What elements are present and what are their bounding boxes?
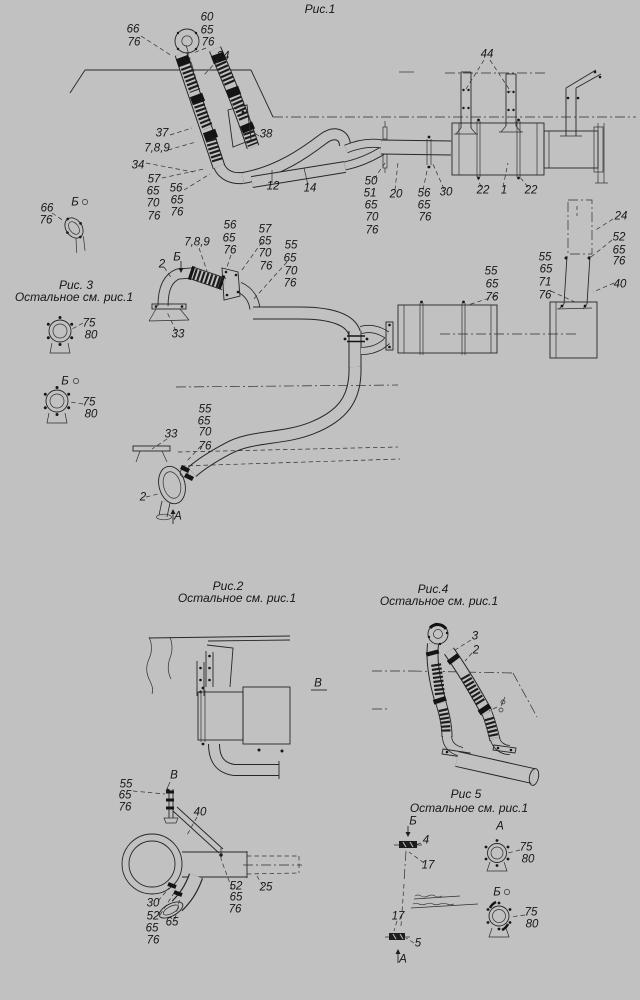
- part-callout: 76: [201, 36, 215, 49]
- part-callout: 4: [422, 834, 430, 847]
- part-callout: 65: [612, 244, 626, 257]
- fig3-views: [44, 196, 96, 423]
- part-callout: 80: [525, 918, 539, 931]
- part-callout: 76: [147, 210, 161, 223]
- part-callout: А: [399, 953, 407, 966]
- part-callout: 2: [158, 258, 166, 271]
- part-callout: 2: [139, 491, 147, 504]
- part-callout: 65: [229, 891, 243, 904]
- part-callout: 65: [283, 252, 297, 265]
- fig3-subtitle: Остальное см. рис.1: [14, 290, 134, 304]
- part-callout: 80: [84, 329, 98, 342]
- part-callout: А: [496, 820, 504, 833]
- part-callout: 30: [439, 186, 453, 199]
- part-callout: 76: [170, 206, 184, 219]
- part-callout: 7,8,9: [184, 236, 210, 249]
- part-callout: 14: [303, 182, 317, 195]
- part-callout: 65: [118, 789, 132, 802]
- fig2-subtitle: Остальное см. рис.1: [177, 591, 297, 605]
- part-callout: 17: [391, 910, 405, 923]
- part-callout: 65: [145, 922, 159, 935]
- part-callout: 65: [539, 263, 553, 276]
- part-callout: 76: [612, 255, 626, 268]
- part-callout: 65: [165, 916, 179, 929]
- part-callout: 76: [118, 801, 132, 814]
- part-callout: В: [314, 677, 322, 690]
- part-callout: 76: [228, 903, 242, 916]
- part-callout: 12: [266, 180, 280, 193]
- part-callout: 76: [485, 291, 499, 304]
- part-callout: 76: [418, 211, 432, 224]
- part-callout: 20: [389, 188, 403, 201]
- part-callout: 76: [223, 244, 237, 257]
- part-callout: 65: [146, 185, 160, 198]
- part-callout: 76: [39, 214, 53, 227]
- part-callout: Б: [71, 196, 79, 209]
- part-callout: 17: [421, 859, 435, 872]
- part-callout: А: [174, 510, 182, 523]
- part-callout: 30: [146, 897, 160, 910]
- part-callout: 22: [524, 184, 538, 197]
- part-callout: 75: [82, 396, 96, 409]
- part-callout: 65: [417, 199, 431, 212]
- part-callout: 55: [119, 778, 133, 791]
- part-callout: 80: [84, 408, 98, 421]
- part-callout: Б: [409, 815, 417, 828]
- part-callout: 65: [170, 194, 184, 207]
- part-callout: 76: [259, 260, 273, 273]
- part-callout: 76: [283, 277, 297, 290]
- part-callout: 71: [538, 276, 552, 289]
- fig5-views: [385, 826, 525, 963]
- part-callout: 22: [476, 184, 490, 197]
- part-callout: 76: [365, 224, 379, 237]
- part-callout: 1: [500, 184, 508, 197]
- fig4-subtitle: Остальное см. рис.1: [379, 594, 499, 608]
- part-callout: 37: [155, 127, 169, 140]
- part-callout: 25: [259, 881, 273, 894]
- part-callout: 76: [127, 36, 141, 49]
- part-callout: 65: [197, 415, 211, 428]
- part-callout: 57: [258, 223, 272, 236]
- part-callout: 7,8,9: [144, 142, 170, 155]
- part-callout: 40: [613, 278, 627, 291]
- part-callout: 70: [284, 265, 298, 278]
- part-callout: 56: [417, 187, 431, 200]
- part-callout: 44: [480, 48, 494, 61]
- part-callout: 60: [200, 11, 214, 24]
- part-callout: 66: [40, 202, 54, 215]
- part-callout: 55: [538, 251, 552, 264]
- fig5-title: Рис 5: [450, 787, 482, 801]
- fig1-middle-assembly: [146, 197, 614, 472]
- part-callout: 38: [259, 128, 273, 141]
- part-callout: 55: [484, 265, 498, 278]
- fig4-assembly: [372, 623, 540, 786]
- part-callout: 34: [216, 50, 230, 63]
- part-callout: 3: [471, 630, 479, 643]
- part-callout: 70: [365, 211, 379, 224]
- fig1-bottom-assembly: [133, 439, 201, 524]
- part-callout: Б: [61, 375, 69, 388]
- fig2-title: Рис.2: [212, 579, 244, 593]
- part-callout: 65: [258, 235, 272, 248]
- part-callout: 33: [171, 328, 185, 341]
- part-callout: Б: [173, 251, 181, 264]
- part-callout: 24: [614, 210, 628, 223]
- part-callout: 5: [414, 937, 422, 950]
- fig3-title: Рис. 3: [58, 278, 94, 292]
- part-callout: 34: [131, 159, 145, 172]
- part-callout: 65: [364, 199, 378, 212]
- part-callout: 75: [519, 841, 533, 854]
- part-callout: 56: [169, 182, 183, 195]
- part-callout: 65: [222, 232, 236, 245]
- part-callout: В: [170, 769, 178, 782]
- part-callout: 65: [200, 24, 214, 37]
- part-callout: 75: [524, 906, 538, 919]
- part-callout: 75: [82, 317, 96, 330]
- part-callout: 66: [126, 23, 140, 36]
- part-callout: 52: [146, 910, 160, 923]
- fig1-title: Рис.1: [304, 2, 336, 16]
- part-callout: 2: [472, 644, 480, 657]
- fig2-assembly: [119, 636, 327, 921]
- part-callout: 52: [229, 880, 243, 893]
- part-callout: 52: [612, 231, 626, 244]
- part-callout: 76: [198, 440, 212, 453]
- part-callout: 40: [193, 806, 207, 819]
- part-callout: 56: [223, 219, 237, 232]
- part-callout: 65: [485, 278, 499, 291]
- part-callout: 76: [538, 289, 552, 302]
- part-callout: 70: [146, 197, 160, 210]
- part-callout: 50: [364, 175, 378, 188]
- fig1-top-assembly: [70, 29, 636, 190]
- part-callout: 70: [258, 247, 272, 260]
- fig5-subtitle: Остальное см. рис.1: [409, 801, 529, 815]
- part-callout: 55: [198, 403, 212, 416]
- part-callout: 33: [164, 428, 178, 441]
- part-callout: 55: [284, 239, 298, 252]
- part-callout: 70: [198, 426, 212, 439]
- part-callout: 76: [146, 934, 160, 947]
- part-callout: 57: [147, 173, 161, 186]
- part-callout: Б: [493, 886, 501, 899]
- part-callout: 51: [363, 187, 377, 200]
- fig4-title: Рис.4: [417, 582, 449, 596]
- part-callout: 80: [521, 853, 535, 866]
